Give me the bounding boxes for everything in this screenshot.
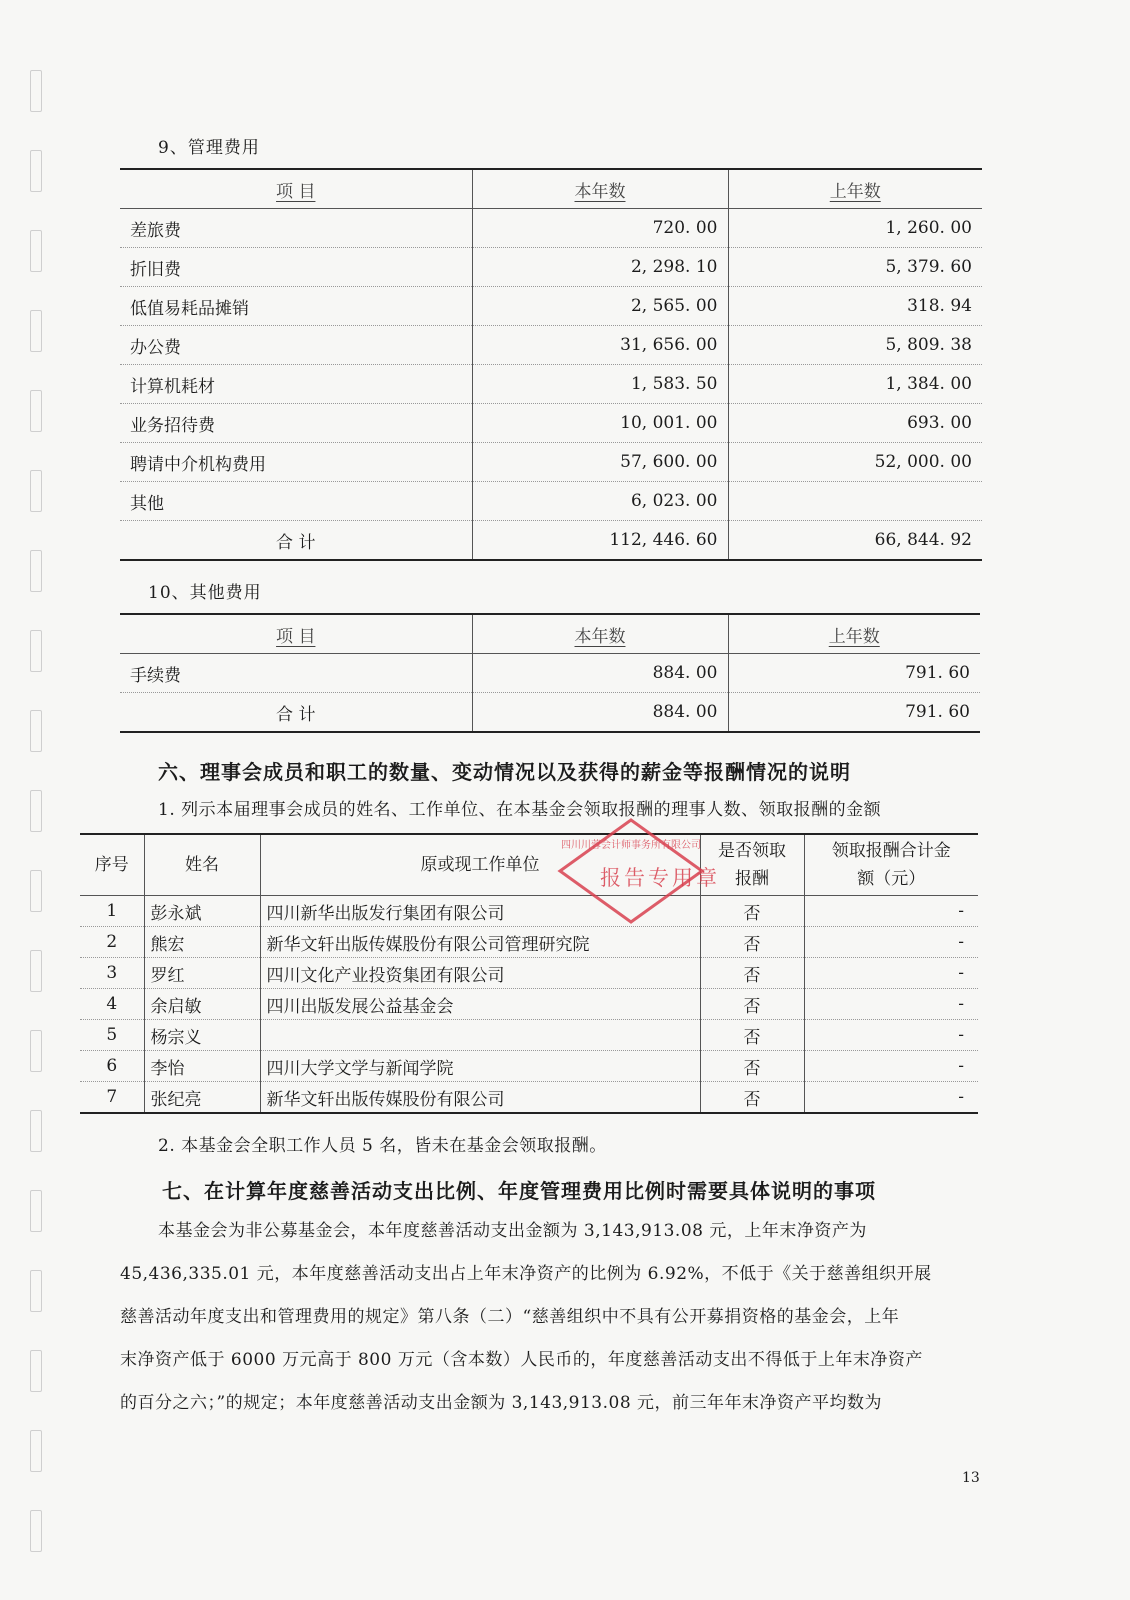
section7-body	[120, 1210, 982, 1425]
header-paid-line2: 报酬	[735, 869, 769, 889]
member-unit	[260, 1020, 700, 1051]
row-prior: 1, 260. 00	[728, 209, 982, 248]
row-item: 折旧费	[120, 248, 472, 287]
section6-sub1: 1. 列示本届理事会成员的姓名、工作单位、在本基金会领取报酬的理事人数、领取报酬的金额	[158, 800, 882, 820]
table-row	[80, 1051, 978, 1082]
row-prior: 791. 60	[728, 654, 980, 693]
member-no: 6	[80, 1051, 144, 1082]
table-row	[80, 958, 978, 989]
table-row	[120, 326, 982, 365]
table-header-row	[120, 169, 982, 209]
table-row	[120, 365, 982, 404]
table-header-row	[120, 614, 980, 654]
section6-title: 六、理事会成员和职工的数量、变动情况以及获得的薪金等报酬情况的说明	[158, 760, 851, 784]
member-unit: 四川大学文学与新闻学院	[260, 1051, 700, 1082]
member-paid: 否	[700, 927, 804, 958]
total-prior: 66, 844. 92	[728, 521, 982, 561]
member-no: 7	[80, 1082, 144, 1114]
row-prior: 5, 379. 60	[728, 248, 982, 287]
stamp-main-text: 报告专用章	[600, 866, 720, 890]
row-item: 计算机耗材	[120, 365, 472, 404]
header-prior-year: 上年数	[828, 626, 880, 647]
table-header-row	[80, 834, 978, 896]
row-current: 31, 656. 00	[472, 326, 728, 365]
member-amount: -	[804, 989, 978, 1020]
total-prior: 791. 60	[728, 693, 980, 733]
row-item: 聘请中介机构费用	[120, 443, 472, 482]
table-row	[120, 654, 980, 693]
section7-line: 末净资产低于 6000 万元高于 800 万元（含本数）人民币的，年度慈善活动支出不得低于上年末净资产	[120, 1350, 923, 1370]
member-no: 2	[80, 927, 144, 958]
member-unit: 四川新华出版发行集团有限公司	[260, 896, 700, 927]
row-current: 6, 023. 00	[472, 482, 728, 521]
section7-line: 本基金会为非公募基金会，本年度慈善活动支出金额为 3,143,913.08 元，上年末净资产为	[158, 1221, 867, 1241]
row-current: 10, 001. 00	[472, 404, 728, 443]
member-name: 罗红	[144, 958, 260, 989]
member-paid: 否	[700, 896, 804, 927]
section6-sub2: 2. 本基金会全职工作人员 5 名，皆未在基金会领取报酬。	[158, 1136, 607, 1156]
member-unit: 四川文化产业投资集团有限公司	[260, 958, 700, 989]
member-name: 彭永斌	[144, 896, 260, 927]
table-row	[80, 1020, 978, 1051]
member-name: 余启敏	[144, 989, 260, 1020]
header-current-year: 本年数	[574, 181, 626, 202]
total-current: 112, 446. 60	[472, 521, 728, 561]
header-amount-line1: 领取报酬合计金	[831, 841, 951, 861]
row-current: 720. 00	[472, 209, 728, 248]
section10-heading: 10、其他费用	[148, 583, 262, 603]
row-prior: 318. 94	[728, 287, 982, 326]
member-unit: 四川出版发展公益基金会	[260, 989, 700, 1020]
section7-title: 七、在计算年度慈善活动支出比例、年度管理费用比例时需要具体说明的事项	[162, 1179, 876, 1203]
table-row	[80, 989, 978, 1020]
header-item: 项 目	[276, 181, 316, 202]
row-current: 1, 583. 50	[472, 365, 728, 404]
row-current: 57, 600. 00	[472, 443, 728, 482]
page-number: 13	[962, 1470, 980, 1486]
table-row	[80, 1082, 978, 1114]
member-name: 李怡	[144, 1051, 260, 1082]
member-no: 4	[80, 989, 144, 1020]
header-current-year: 本年数	[574, 626, 626, 647]
member-no: 3	[80, 958, 144, 989]
row-prior: 52, 000. 00	[728, 443, 982, 482]
header-paid-line1: 是否领取	[718, 841, 786, 861]
member-paid: 否	[700, 958, 804, 989]
table-row	[80, 896, 978, 927]
member-paid: 否	[700, 1051, 804, 1082]
row-item: 业务招待费	[120, 404, 472, 443]
row-item: 办公费	[120, 326, 472, 365]
binding-marks	[30, 60, 44, 1560]
header-unit: 原或现工作单位	[260, 834, 700, 896]
member-amount: -	[804, 1051, 978, 1082]
header-amount-line2: 额（元）	[857, 869, 926, 889]
member-paid: 否	[700, 1020, 804, 1051]
row-item: 低值易耗品摊销	[120, 287, 472, 326]
header-no: 序号	[80, 834, 144, 896]
row-current: 2, 565. 00	[472, 287, 728, 326]
total-row	[120, 521, 982, 561]
member-amount: -	[804, 1020, 978, 1051]
member-amount: -	[804, 896, 978, 927]
table-row	[120, 248, 982, 287]
management-expense-table	[120, 168, 982, 561]
member-name: 熊宏	[144, 927, 260, 958]
table-row	[80, 927, 978, 958]
member-unit: 新华文轩出版传媒股份有限公司	[260, 1082, 700, 1114]
member-paid: 否	[700, 1082, 804, 1114]
total-row	[120, 693, 980, 733]
table-row	[120, 443, 982, 482]
member-amount: -	[804, 958, 978, 989]
row-current: 884. 00	[472, 654, 728, 693]
member-unit: 新华文轩出版传媒股份有限公司管理研究院	[260, 927, 700, 958]
row-current: 2, 298. 10	[472, 248, 728, 287]
row-prior	[728, 482, 982, 521]
member-name: 杨宗义	[144, 1020, 260, 1051]
table-row	[120, 482, 982, 521]
member-no: 1	[80, 896, 144, 927]
header-prior-year: 上年数	[829, 181, 881, 202]
row-item: 其他	[120, 482, 472, 521]
total-current: 884. 00	[472, 693, 728, 733]
other-expense-table	[120, 613, 980, 733]
stamp-top-text: 四川川蓉会计师事务所有限公司	[561, 840, 701, 851]
row-item: 差旅费	[120, 209, 472, 248]
header-item: 项 目	[276, 626, 316, 647]
section7-line: 45,436,335.01 元，本年度慈善活动支出占上年末净资产的比例为 6.92%，不低于《关于慈善组织开展	[120, 1264, 932, 1284]
table-row	[120, 209, 982, 248]
section7-line: 慈善活动年度支出和管理费用的规定》第八条（二）“慈善组织中不具有公开募捐资格的基金会，上年	[120, 1307, 900, 1327]
section9-heading: 9、管理费用	[158, 138, 260, 158]
total-label: 合 计	[120, 521, 472, 561]
member-paid: 否	[700, 989, 804, 1020]
board-members-table	[80, 833, 978, 1114]
member-amount: -	[804, 927, 978, 958]
row-item: 手续费	[120, 654, 472, 693]
table-row	[120, 404, 982, 443]
member-amount: -	[804, 1082, 978, 1114]
row-prior: 693. 00	[728, 404, 982, 443]
row-prior: 1, 384. 00	[728, 365, 982, 404]
row-prior: 5, 809. 38	[728, 326, 982, 365]
header-name: 姓名	[144, 834, 260, 896]
total-label: 合 计	[120, 693, 472, 733]
member-no: 5	[80, 1020, 144, 1051]
section7-line: 的百分之六；”的规定；本年度慈善活动支出金额为 3,143,913.08 元，前三年年末净资产平均数为	[120, 1393, 883, 1413]
table-row	[120, 287, 982, 326]
member-name: 张纪亮	[144, 1082, 260, 1114]
